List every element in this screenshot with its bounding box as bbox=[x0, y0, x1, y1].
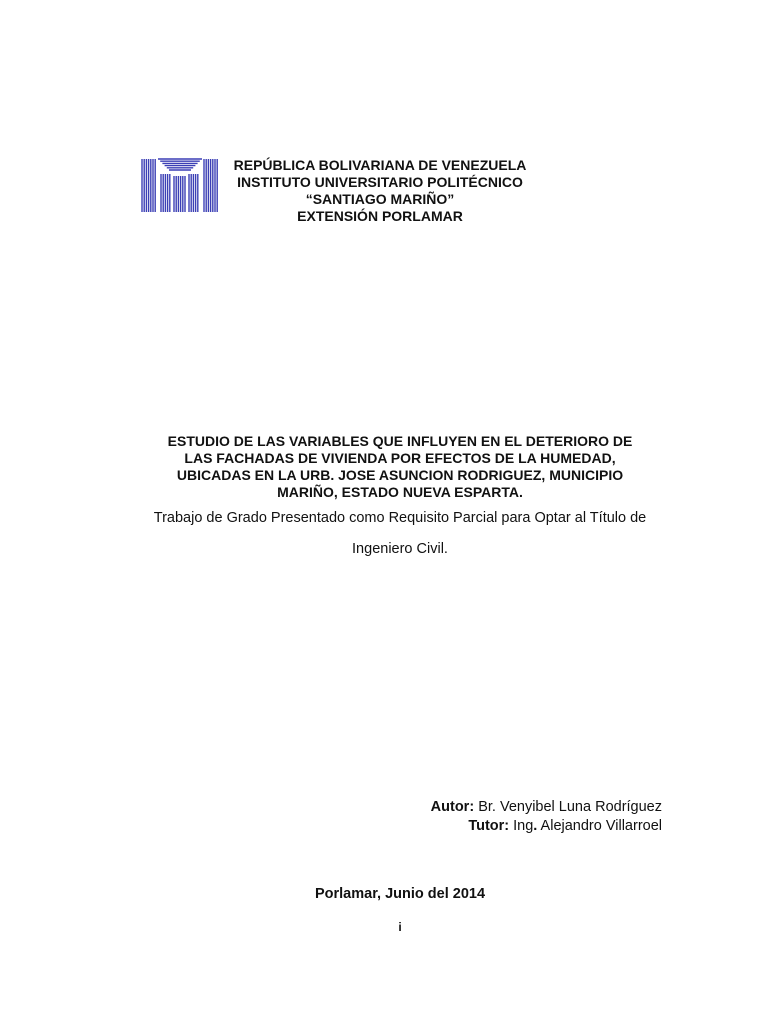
header-line-name: “SANTIAGO MARIÑO” bbox=[305, 191, 455, 207]
page-number: i bbox=[398, 920, 402, 934]
title-line-4: MARIÑO, ESTADO NUEVA ESPARTA. bbox=[277, 484, 523, 500]
tutor-label: Tutor: bbox=[468, 818, 510, 834]
thesis-subtitle bbox=[110, 503, 690, 565]
place-date: Porlamar, Junio del 2014 bbox=[314, 886, 486, 902]
thesis-title bbox=[120, 433, 680, 501]
author-name: Br. Venyibel Luna Rodríguez bbox=[474, 799, 662, 815]
credits-block bbox=[431, 798, 662, 836]
tutor-name: Alejandro Villarroel bbox=[537, 818, 662, 834]
tutor-line bbox=[431, 817, 662, 836]
title-line-1: ESTUDIO DE LAS VARIABLES QUE INFLUYEN EN EL DETERIORO DE bbox=[167, 433, 633, 449]
author-line bbox=[431, 798, 662, 817]
author-label: Autor: bbox=[430, 799, 475, 815]
subtitle-line-1: Trabajo de Grado Presentado como Requisito Parcial para Optar al Título de bbox=[153, 510, 647, 526]
title-line-3: UBICADAS EN LA URB. JOSE ASUNCION RODRIGUEZ, MUNICIPIO bbox=[176, 467, 624, 483]
institution-header bbox=[220, 157, 540, 225]
tutor-dot: . bbox=[533, 818, 538, 834]
header-line-extension: EXTENSIÓN PORLAMAR bbox=[297, 208, 463, 224]
header-line-institute: INSTITUTO UNIVERSITARIO POLITÉCNICO bbox=[237, 174, 523, 190]
subtitle-line-2: Ingeniero Civil. bbox=[352, 541, 448, 557]
header-line-country: REPÚBLICA BOLIVARIANA DE VENEZUELA bbox=[233, 157, 527, 173]
title-line-2: LAS FACHADAS DE VIVIENDA POR EFECTOS DE LA HUMEDAD, bbox=[184, 450, 616, 466]
tutor-prefix: Ing bbox=[509, 818, 534, 834]
institute-logo-icon bbox=[141, 158, 219, 212]
